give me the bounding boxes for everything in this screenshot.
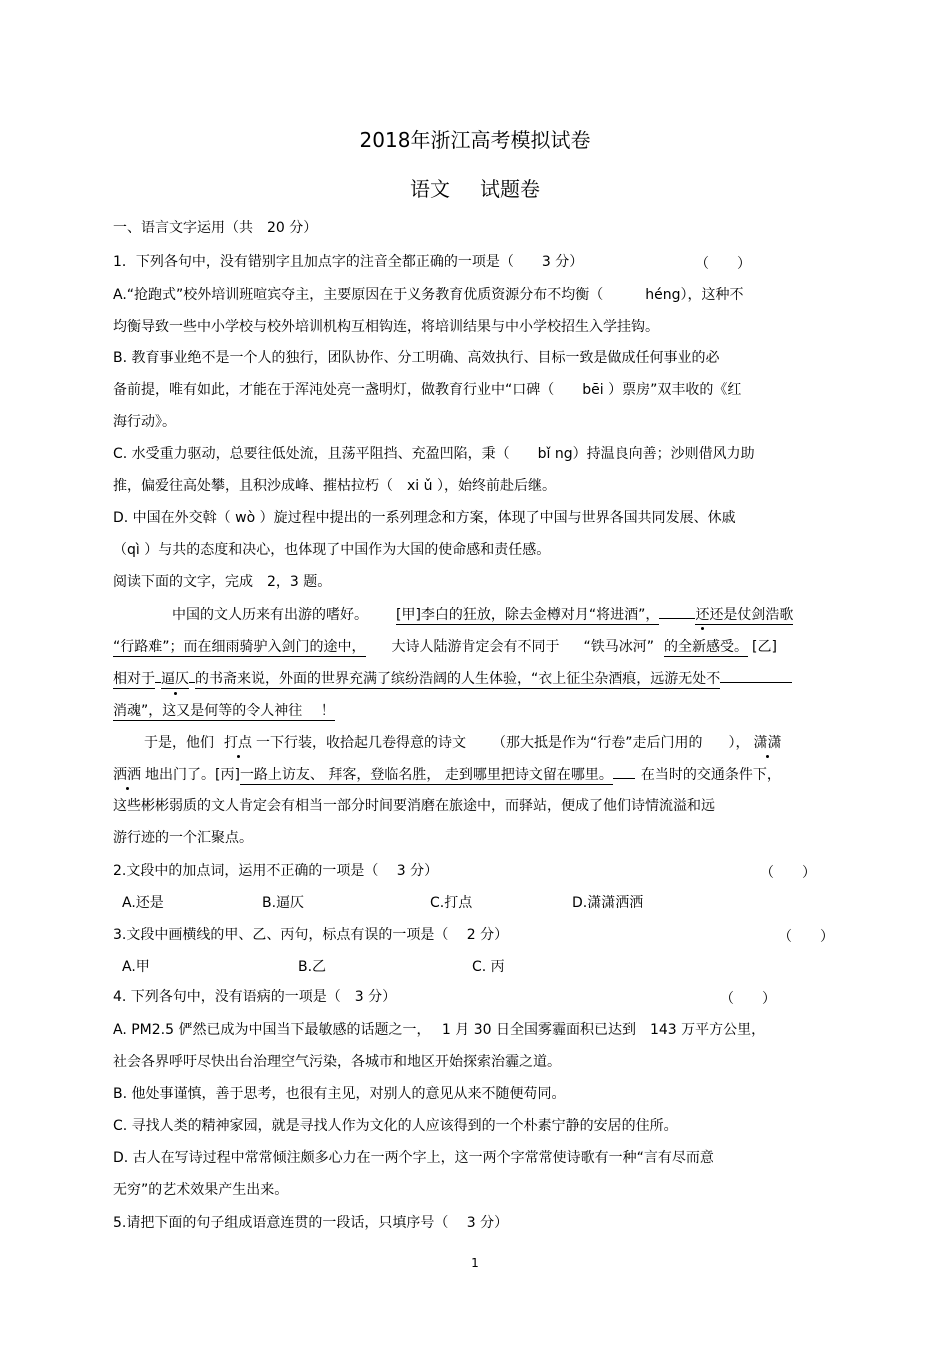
exam-subtitle bbox=[0, 173, 950, 202]
passage-line bbox=[113, 638, 777, 656]
question-1-stem: 1．下列各句中，没有错别字且加点字的注音全都正确的一项是（ 3 分） bbox=[113, 254, 584, 270]
subject-label: 语文 bbox=[410, 177, 450, 201]
underlined-sentence-bing: 一路上访友、 拜客，登临名胜， 走到哪里把诗文留在哪里。 bbox=[239, 767, 613, 783]
dotted-word: 洒洒 bbox=[113, 767, 141, 783]
option-a-line: 均衡导致一些中小学校与校外培训机构互相钩连，将培训结果与中小学校招生入学挂钩。 bbox=[113, 319, 659, 335]
option-b-line: 海行动》。 bbox=[113, 414, 176, 430]
option-d-line: （qì ）与共的态度和决心，也体现了中国作为大国的使命感和责任感。 bbox=[113, 542, 551, 558]
passage-line bbox=[113, 766, 781, 784]
passage-text: （那大抵是作为“行卷”走后门用的 bbox=[492, 735, 703, 751]
question-4-stem: 4. 下列各句中，没有语病的一项是（ 3 分） bbox=[113, 989, 397, 1005]
section-heading: 一、语言文字运用（共 20 分） bbox=[113, 220, 318, 236]
choice-c: C.打点 bbox=[430, 895, 473, 911]
underlined-sentence-yi: 的书斋来说，外面的世界充满了缤纷浩阔的人生体验，“衣上征尘杂酒痕，远游无处不 bbox=[195, 671, 721, 687]
option-b-line: B. 他处事谨慎，善于思考，也很有主见，对别人的意见从来不随便苟同。 bbox=[113, 1086, 566, 1102]
underlined-sentence-jia: 还还是仗剑浩歌 bbox=[695, 607, 794, 623]
passage-text: 大诗人陆游肯定会有不同于 bbox=[391, 639, 560, 655]
choice-d: D.潇潇洒洒 bbox=[572, 895, 644, 911]
question-3-stem: 3.文段中画横线的甲、乙、丙句，标点有误的一项是（ 2 分） bbox=[113, 927, 509, 943]
option-b-line: B. 教育事业绝不是一个人的独行，团队协作、分工明确、高效执行、目标一致是做成任何事业的必 bbox=[113, 350, 720, 366]
paper-type-label: 试题卷 bbox=[480, 177, 540, 201]
question-5-stem: 5.请把下面的句子组成语意连贯的一段话，只填序号（ 3 分） bbox=[113, 1215, 509, 1231]
option-d-line: D. 中国在外交斡（ wò ）旋过程中提出的一系列理念和方案，体现了中国与世界各国共同发展、休戚 bbox=[113, 510, 736, 526]
choice-a: A.还是 bbox=[122, 895, 164, 911]
answer-blank: （ ） bbox=[778, 929, 834, 945]
option-c-line: C. 水受重力驱动，总要往低处流，且荡平阻挡、充盈凹陷，秉（ bǐ ng）持温良向善；沙则借风力助 bbox=[113, 446, 755, 462]
answer-blank: （ ） bbox=[760, 865, 816, 881]
passage-text: “铁马冰河” bbox=[583, 639, 655, 655]
sentence-marker: [乙] bbox=[752, 639, 777, 655]
passage-text: ）， bbox=[728, 735, 750, 751]
choice-b: B.乙 bbox=[298, 959, 327, 975]
passage-text: 的全新感受。 bbox=[664, 639, 749, 655]
passage-line: 游行迹的一个汇聚点。 bbox=[113, 830, 253, 846]
option-c-line: C. 寻找人类的精神家园，就是寻找人作为文化的人应该得到的一个朴素宁静的安居的住所。 bbox=[113, 1118, 678, 1134]
dotted-word: 逼仄 bbox=[161, 671, 189, 687]
underlined-sentence-yi: 消魂”，这又是何等的令人神往 ！ bbox=[113, 703, 335, 719]
passage-text: 在当时的交通条件下， bbox=[640, 767, 781, 783]
option-a-line: A. PM2.5 俨然已成为中国当下最敏感的话题之一， 1 月 30 日全国雾霾面积已达到 143 万平方公里， bbox=[113, 1022, 766, 1038]
passage-text: 地出门了。[丙] bbox=[145, 767, 240, 783]
choice-c: C. 丙 bbox=[472, 959, 505, 975]
reading-instruction: 阅读下面的文字，完成 2，3 题。 bbox=[113, 574, 332, 590]
underlined-sentence-jia: “行路难”；而在细雨骑驴入剑门的途中， bbox=[113, 639, 366, 655]
option-c-line: 推，偏爱往高处攀，且积沙成峰、摧枯拉朽（ xi ǔ ），始终前赴后继。 bbox=[113, 478, 556, 494]
choice-a: A.甲 bbox=[122, 959, 150, 975]
option-d-line: 无穷”的艺术效果产生出来。 bbox=[113, 1182, 289, 1198]
passage-line bbox=[172, 606, 793, 624]
passage-line bbox=[113, 702, 335, 720]
passage-text: 一下行装，收拾起几卷得意的诗文 bbox=[256, 735, 466, 751]
underlined-sentence-yi: 相对于 bbox=[113, 671, 155, 687]
dotted-word: 还 bbox=[695, 607, 710, 623]
passage-line bbox=[144, 734, 782, 752]
answer-blank: （ ） bbox=[720, 991, 776, 1007]
answer-blank: （ ） bbox=[695, 256, 751, 272]
option-d-line: D. 古人在写诗过程中常常倾注颇多心力在一两个字上，这一两个字常常使诗歌有一种“言有尽而意 bbox=[113, 1150, 714, 1166]
question-2-stem: 2.文段中的加点词，运用不正确的一项是（ 3 分） bbox=[113, 863, 439, 879]
page-number: 1 bbox=[471, 1256, 479, 1270]
underlined-sentence-jia: [甲]李白的狂放，除去金樽对月“将进酒”， bbox=[396, 607, 660, 623]
option-b-line: 备前提，唯有如此，才能在于浑沌处亮一盏明灯，做教育行业中“口碑（ bēi ）票房”双丰收的《红 bbox=[113, 382, 742, 398]
option-a-line: 社会各界呼吁尽快出台治理空气污染，各城市和地区开始探索治霾之道。 bbox=[113, 1054, 561, 1070]
passage-text: 于是，他们 bbox=[144, 735, 214, 751]
passage-line: 这些彬彬弱质的文人肯定会有相当一部分时间要消磨在旅途中，而驿站，便成了他们诗情流溢和远 bbox=[113, 798, 715, 814]
option-a-line: A.“抢跑式”校外培训班喧宾夺主，主要原因在于义务教育优质资源分布不均衡（ héng），这种不 bbox=[113, 287, 744, 303]
dotted-word: 打点 bbox=[224, 735, 252, 751]
passage-text: 中国的文人历来有出游的嗜好。 bbox=[172, 607, 368, 623]
choice-b: B.逼仄 bbox=[262, 895, 305, 911]
dotted-word: 潇潇 bbox=[753, 735, 782, 751]
exam-title: 2018年浙江高考模拟试卷 bbox=[359, 128, 591, 152]
passage-line bbox=[113, 670, 792, 688]
